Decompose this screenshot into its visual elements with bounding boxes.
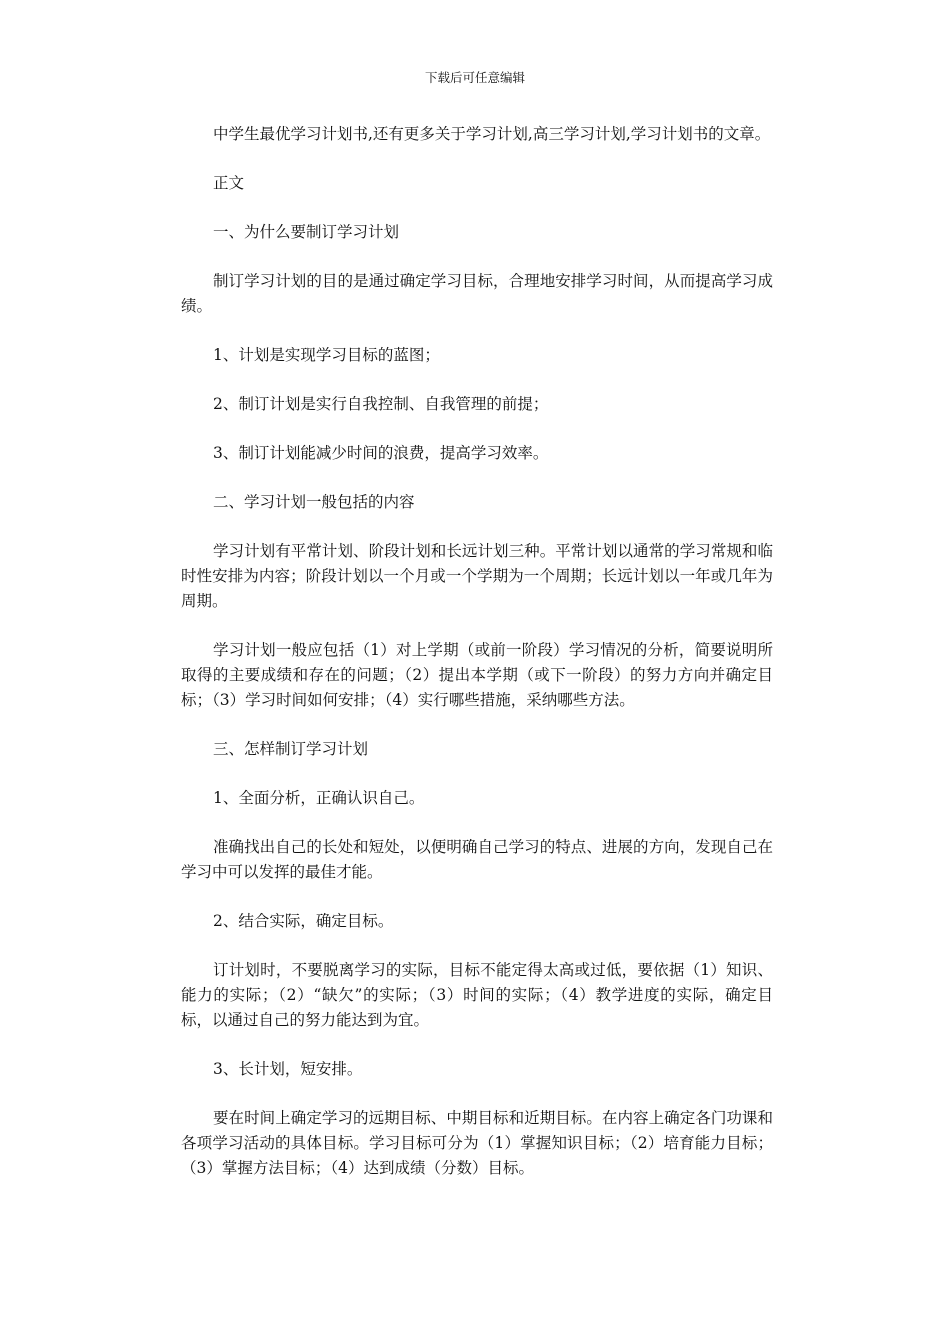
heading-how-to-plan: 三、怎样制订学习计划 [213, 740, 369, 758]
step-analyze-self: 1、全面分析，正确认识自己。 [213, 789, 425, 807]
paragraph-time-goals: 要在时间上确定学习的远期目标、中期目标和近期目标。在内容上确定各门功课和各项学习活动的具体目标。学习目标可分为（1）掌握知识目标；（2）培育能力目标；（3）掌握方法目标；（4）达到成绩（分数）目标。 [181, 1109, 773, 1177]
heading-plan-contents: 二、学习计划一般包括的内容 [213, 493, 415, 511]
paragraph-strengths: 准确找出自己的长处和短处，以便明确自己学习的特点、进展的方向，发现自己在学习中可以发挥的最佳才能。 [181, 838, 773, 881]
header-note: 下载后可任意编辑 [424, 70, 525, 85]
heading-why-plan: 一、为什么要制订学习计划 [213, 223, 400, 241]
intro-paragraph: 中学生最优学习计划书,还有更多关于学习计划,高三学习计划,学习计划书的文章。 [213, 125, 771, 143]
list-item-blueprint: 1、计划是实现学习目标的蓝图； [213, 346, 440, 364]
paragraph-plan-types: 学习计划有平常计划、阶段计划和长远计划三种。平常计划以通常的学习常规和临时性安排为内容；阶段计划以一个月或一个学期为一个周期；长远计划以一年或几年为周期。 [181, 542, 773, 610]
paragraph-realistic-goals: 订计划时，不要脱离学习的实际，目标不能定得太高或过低，要依据（1）知识、能力的实际；（2）“缺欠”的实际；（3）时间的实际；（4）教学进度的实际，确定目标，以通过自己的努力能达到为宜。 [181, 961, 773, 1029]
document-body [181, 122, 773, 1205]
section-label-body: 正文 [213, 174, 245, 192]
step-long-short: 3、长计划，短安排。 [213, 1060, 363, 1078]
list-item-efficiency: 3、制订计划能减少时间的浪费，提高学习效率。 [213, 444, 549, 462]
paragraph-plan-items: 学习计划一般应包括（1）对上学期（或前一阶段）学习情况的分析，简要说明所取得的主要成绩和存在的问题；（2）提出本学期（或下一阶段）的努力方向并确定目标；（3）学习时间如何安排；（4）实行哪些措施，采纳哪些方法。 [181, 641, 773, 709]
step-set-goals: 2、结合实际，确定目标。 [213, 912, 394, 930]
paragraph-purpose: 制订学习计划的目的是通过确定学习目标，合理地安排学习时间，从而提高学习成绩。 [181, 272, 773, 315]
list-item-self-control: 2、制订计划是实行自我控制、自我管理的前提； [213, 395, 549, 413]
